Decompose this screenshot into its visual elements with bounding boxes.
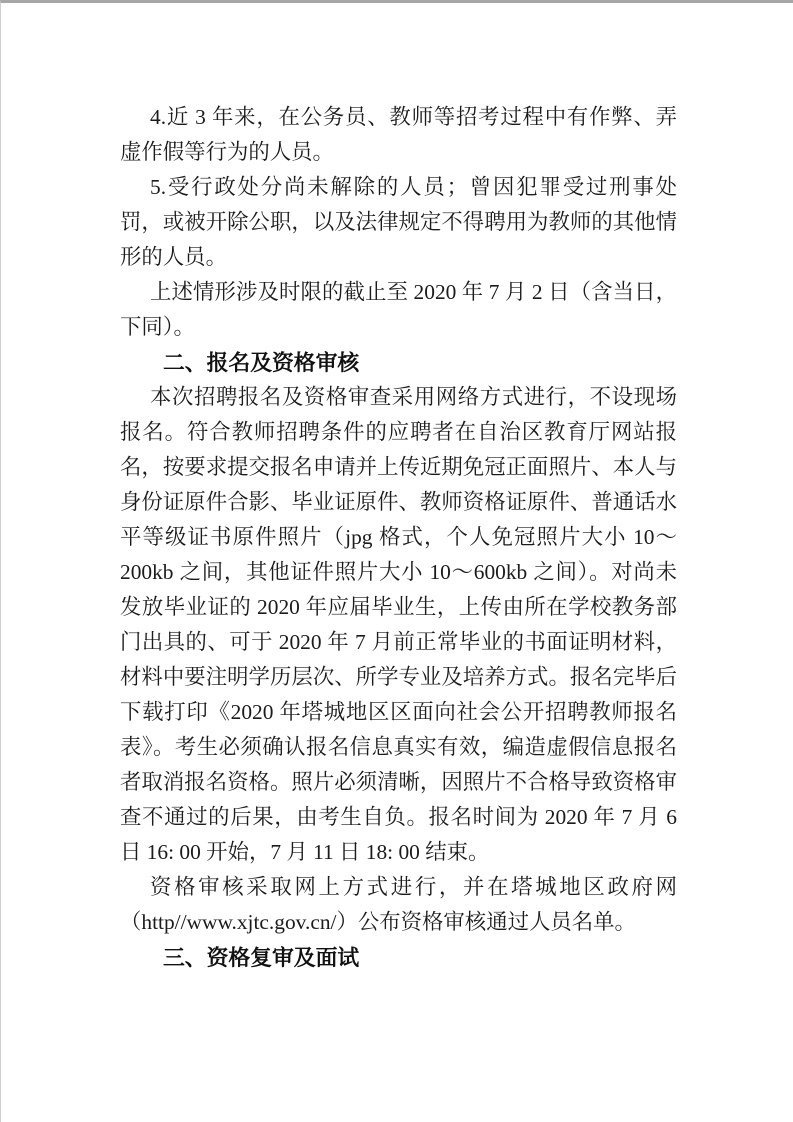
text-line: 5.受行政处分尚未解除的人员；曾因犯罪受过刑事处 [150, 175, 677, 199]
text-line: 本次招聘报名及资格审查采用网络方式进行，不设现场 [150, 385, 677, 409]
section-heading: 二、报名及资格审核 [163, 350, 360, 375]
text-line: 形的人员。 [120, 245, 227, 269]
text-line: 发放毕业证的 2020 年应届毕业生，上传由所在学校教务部 [120, 595, 677, 619]
text-line: 身份证原件合影、毕业证原件、教师资格证原件、普通话水 [120, 490, 677, 514]
text-line: 平等级证书原件照片（jpg 格式，个人免冠照片大小 10～ [120, 525, 677, 549]
text-line: 名，按要求提交报名申请并上传近期免冠正面照片、本人与 [120, 455, 677, 479]
text-line: 上述情形涉及时限的截止至 2020 年 7 月 2 日（含当日， [150, 280, 677, 304]
text-line: 资格审核采取网上方式进行，并在塔城地区政府网 [150, 875, 677, 899]
text-line: 者取消报名资格。照片必须清晰，因照片不合格导致资格审 [120, 770, 677, 794]
text-line: （http//www.xjtc.gov.cn/）公布资格审核通过人员名单。 [120, 910, 636, 934]
document-text-block [120, 100, 677, 975]
text-line: 日 16: 00 开始，7 月 11 日 18: 00 结束。 [120, 840, 490, 864]
text-line: 4.近 3 年来，在公务员、教师等招考过程中有作弊、弄 [150, 105, 677, 129]
text-line: 报名。符合教师招聘条件的应聘者在自治区教育厅网站报 [120, 420, 677, 444]
text-line: 下同）。 [120, 315, 195, 339]
text-line: 虚作假等行为的人员。 [120, 140, 334, 164]
section-heading: 三、资格复审及面试 [163, 945, 360, 970]
text-line: 查不通过的后果，由考生自负。报名时间为 2020 年 7 月 6 [120, 805, 677, 829]
text-line: 表》。考生必须确认报名信息真实有效，编造虚假信息报名 [120, 735, 677, 759]
text-line: 下载打印《2020 年塔城地区区面向社会公开招聘教师报名 [120, 700, 677, 724]
text-line: 罚，或被开除公职，以及法律规定不得聘用为教师的其他情 [120, 210, 677, 234]
text-line: 材料中要注明学历层次、所学专业及培养方式。报名完毕后 [120, 665, 677, 689]
text-line: 门出具的、可于 2020 年 7 月前正常毕业的书面证明材料， [120, 630, 677, 654]
text-line: 200kb 之间，其他证件照片大小 10～600kb 之间）。对尚未 [120, 560, 677, 584]
